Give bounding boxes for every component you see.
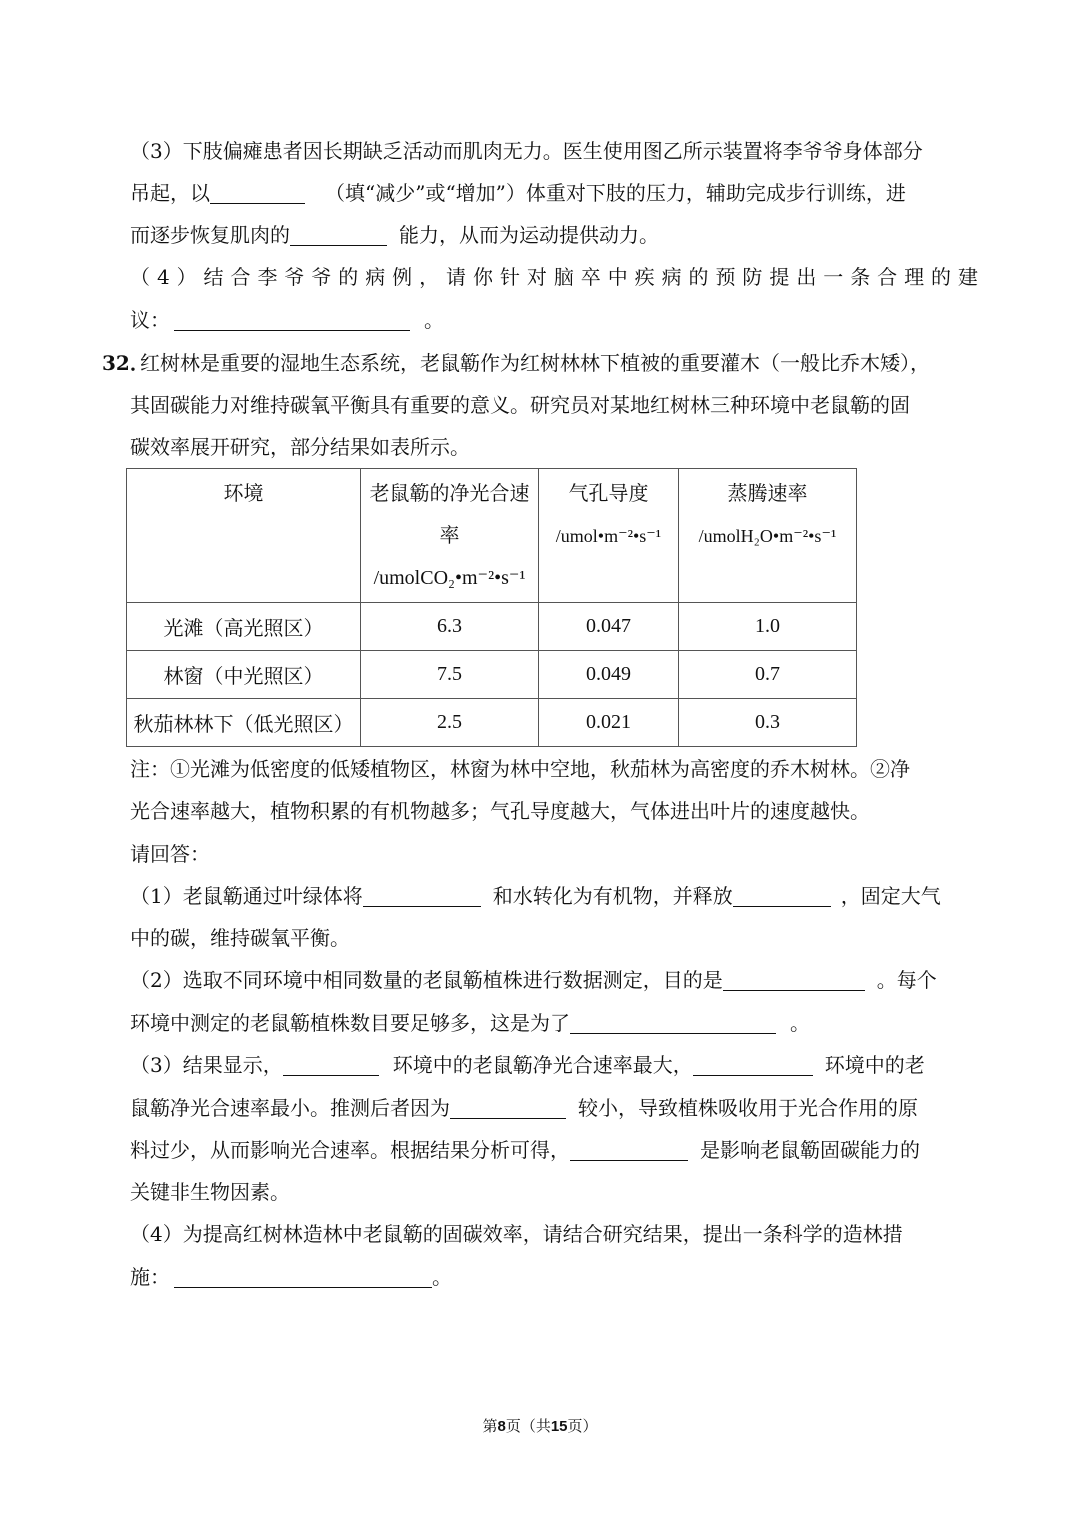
header-cell <box>127 469 361 603</box>
q32-part3-line4: 关键非生物因素。 <box>130 1180 290 1204</box>
table-header-row <box>127 469 857 603</box>
table-cell: 0.7 <box>679 651 857 699</box>
data-table <box>126 468 857 747</box>
table-cell: 0.047 <box>539 603 679 651</box>
q32-stem-line2: 其固碳能力对维持碳氧平衡具有重要的意义。研究员对某地红树林三种环境中老鼠簕的固 <box>130 393 910 417</box>
text: 环境中的老 <box>824 1053 925 1077</box>
table-cell: 0.021 <box>539 699 679 747</box>
text: 而逐步恢复肌肉的 <box>130 223 290 247</box>
text: 环境中的老鼠簕净光合速率最大， <box>392 1053 693 1077</box>
note-line2: 光合速率越大，植物积累的有机物越多；气孔导度越大，气体进出叶片的速度越快。 <box>130 799 870 823</box>
text: 。 <box>424 308 444 332</box>
q32-stem-line3: 碳效率展开研究，部分结果如表所示。 <box>130 435 470 459</box>
q32-part3-line2 <box>130 1093 978 1123</box>
text: 环境中测定的老鼠簕植株数目要足够多，这是为了 <box>130 1011 570 1035</box>
q32-part2-line2 <box>130 1008 978 1038</box>
answer-blank[interactable] <box>570 1138 688 1161</box>
answer-blank[interactable] <box>450 1096 566 1119</box>
header-text: 老鼠簕的净光合速 <box>369 483 530 505</box>
text: 施： <box>130 1265 170 1289</box>
note-line1: 注：①光滩为低密度的低矮植物区，林窗为林中空地，秋茄林为高密度的乔木树林。②净 <box>130 757 910 781</box>
header-text: 率 <box>439 525 460 547</box>
q31-part4-line2 <box>130 305 978 335</box>
header-cell <box>679 469 857 603</box>
answer-blank[interactable] <box>363 884 481 907</box>
total-pages: 15 <box>550 1418 568 1435</box>
table-cell: 林窗（中光照区） <box>127 651 361 699</box>
q31-part3-line1: （3）下肢偏瘫患者因长期缺乏活动而肌肉无力。医生使用图乙所示装置将李爷爷身体部分 <box>130 139 923 163</box>
table-row <box>127 603 857 651</box>
table-cell: 1.0 <box>679 603 857 651</box>
table-cell: 秋茄林林下（低光照区） <box>127 699 361 747</box>
q32-part1-line2: 中的碳，维持碳氧平衡。 <box>130 926 350 950</box>
table-cell: 6.3 <box>361 603 539 651</box>
text: 较小，导致植株吸收用于光合作用的原 <box>578 1096 918 1120</box>
answer-blank[interactable] <box>174 308 410 331</box>
answer-blank[interactable] <box>283 1053 379 1076</box>
page-number: 8 <box>497 1418 506 1435</box>
header-cell <box>539 469 679 603</box>
header-text: /umolH₂O•m⁻²•s⁻¹ <box>698 526 837 546</box>
q31-part3-line2 <box>130 178 978 208</box>
header-text: 蒸腾速率 <box>727 483 808 505</box>
header-text: 气孔导度 <box>568 483 649 505</box>
q32-part3-line3 <box>130 1135 978 1165</box>
answer-blank[interactable] <box>290 223 387 246</box>
header-text: 环境 <box>223 483 264 505</box>
text: 能力，从而为运动提供动力。 <box>399 223 659 247</box>
text: 和水转化为有机物，并释放 <box>492 884 733 908</box>
table-row <box>127 699 857 747</box>
text: 吊起，以 <box>130 181 210 205</box>
table-cell: 0.3 <box>679 699 857 747</box>
page-footer <box>0 1415 1080 1436</box>
text: 料过少，从而影响光合速率。根据结果分析可得， <box>130 1138 570 1162</box>
text: （填“减少”或“增加”）体重对下肢的压力，辅助完成步行训练，进 <box>325 181 906 205</box>
text: 。每个 <box>876 968 937 992</box>
q32-part1-line1 <box>130 881 978 911</box>
q32-stem-line1: 红树林是重要的湿地生态系统，老鼠簕作为红树林林下植被的重要灌木（一般比乔木矮）， <box>140 351 930 375</box>
table-cell: 2.5 <box>361 699 539 747</box>
q31-part4-line1: （4）结合李爷爷的病例，请你针对脑卒中疾病的预防提出一条合理的建 <box>130 265 978 289</box>
table-cell: 光滩（高光照区） <box>127 603 361 651</box>
q31-part3-line3 <box>130 220 978 250</box>
header-text: /umol•m⁻²•s⁻¹ <box>555 526 662 546</box>
q32-part2-line1 <box>130 965 978 995</box>
footer-text: 页（共 <box>505 1417 551 1435</box>
table-row <box>127 651 857 699</box>
text: （2）选取不同环境中相同数量的老鼠簕植株进行数据测定，目的是 <box>130 968 723 992</box>
footer-text: 第 <box>482 1417 498 1435</box>
q32-part3-line1 <box>130 1050 978 1080</box>
table-cell: 7.5 <box>361 651 539 699</box>
answer-blank[interactable] <box>723 968 865 991</box>
q32-part4-line1: （4）为提高红树林造林中老鼠簕的固碳效率，请结合研究结果，提出一条科学的造林措 <box>130 1222 903 1246</box>
text: 议： <box>130 308 170 332</box>
text: 鼠簕净光合速率最小。推测后者因为 <box>130 1096 450 1120</box>
footer-text: 页） <box>567 1417 598 1435</box>
text: 。 <box>432 1265 452 1289</box>
text: （1）老鼠簕通过叶绿体将 <box>130 884 363 908</box>
text: 是影响老鼠簕固碳能力的 <box>700 1138 920 1162</box>
answer-blank[interactable] <box>570 1011 776 1034</box>
answer-blank[interactable] <box>733 884 831 907</box>
table-cell: 0.049 <box>539 651 679 699</box>
answer-blank[interactable] <box>693 1053 813 1076</box>
ask-label: 请回答： <box>130 842 210 866</box>
text: ，固定大气 <box>840 884 941 908</box>
question-number: 32． <box>102 351 150 375</box>
answer-blank[interactable] <box>174 1265 432 1288</box>
answer-blank[interactable] <box>210 181 305 204</box>
header-cell <box>361 469 539 603</box>
text: （3）结果显示， <box>130 1053 283 1077</box>
q32-part4-line2 <box>130 1262 978 1292</box>
text: 。 <box>790 1011 810 1035</box>
header-text: /umolCO₂•m⁻²•s⁻¹ <box>373 567 526 589</box>
